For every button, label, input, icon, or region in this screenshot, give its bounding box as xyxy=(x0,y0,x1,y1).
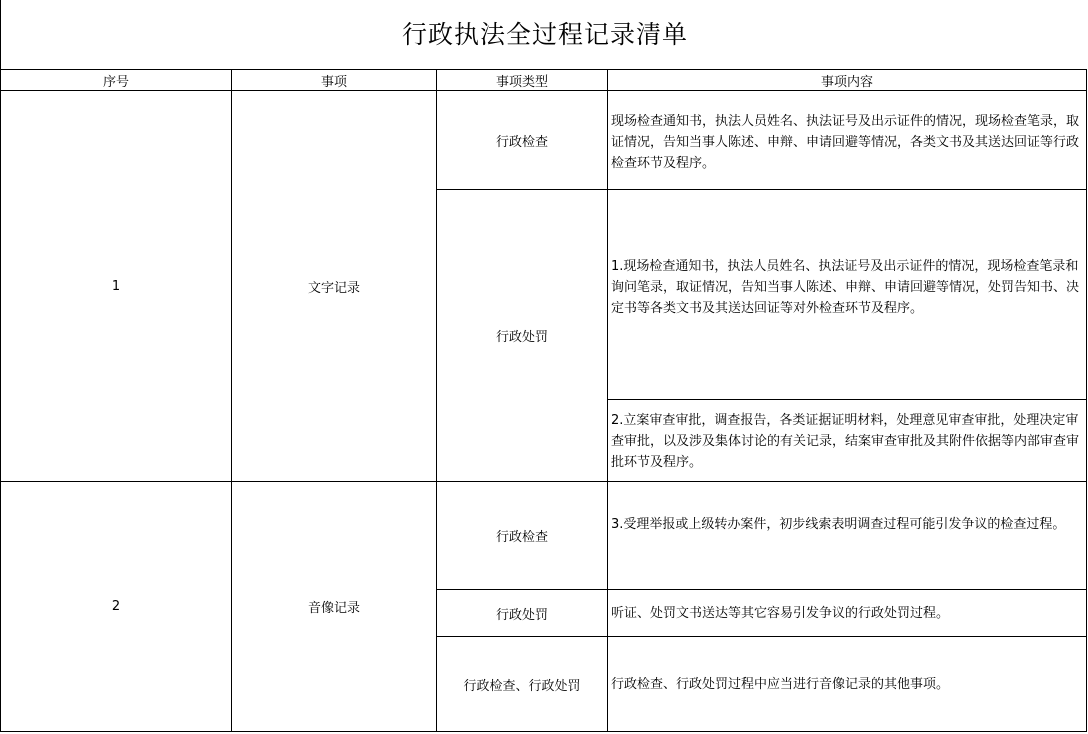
table-row xyxy=(1,91,1087,190)
type-cell: 行政处罚 xyxy=(437,590,608,637)
header-seq: 序号 xyxy=(1,70,232,91)
type-cell: 行政检查、行政处罚 xyxy=(437,637,608,732)
seq-cell: 2 xyxy=(1,482,232,732)
content-cell: 3.受理举报或上级转办案件，初步线索表明调查过程可能引发争议的检查过程。 xyxy=(608,482,1087,590)
type-cell: 行政处罚 xyxy=(437,190,608,482)
item-cell: 音像记录 xyxy=(232,482,437,732)
content-cell: 听证、处罚文书送达等其它容易引发争议的行政处罚过程。 xyxy=(608,590,1087,637)
table-row xyxy=(1,482,1087,590)
item-cell: 文字记录 xyxy=(232,91,437,482)
content-cell: 1.现场检查通知书，执法人员姓名、执法证号及出示证件的情况，现场检查笔录和询问笔录，取证情况，告知当事人陈述、申辩、申请回避等情况，处罚告知书、决定书等各类文书及其送达回证等对外检查环节及程序。 xyxy=(608,190,1087,400)
header-row xyxy=(1,70,1087,91)
content-cell: 现场检查通知书，执法人员姓名、执法证号及出示证件的情况，现场检查笔录，取证情况，告知当事人陈述、申辩、申请回避等情况，各类文书及其送达回证等行政检查环节及程序。 xyxy=(608,91,1087,190)
header-item: 事项 xyxy=(232,70,437,91)
type-cell: 行政检查 xyxy=(437,91,608,190)
page-title: 行政执法全过程记录清单 xyxy=(401,20,688,49)
header-type: 事项类型 xyxy=(437,70,608,91)
type-cell: 行政检查 xyxy=(437,482,608,590)
content-cell: 2.立案审查审批，调查报告，各类证据证明材料，处理意见审查审批，处理决定审查审批，以及涉及集体讨论的有关记录，结案审查审批及其附件依据等内部审查审批环节及程序。 xyxy=(608,400,1087,482)
record-list-table xyxy=(0,69,1087,732)
header-content: 事项内容 xyxy=(608,70,1087,91)
content-cell: 行政检查、行政处罚过程中应当进行音像记录的其他事项。 xyxy=(608,637,1087,732)
title-area xyxy=(0,0,1088,69)
seq-cell: 1 xyxy=(1,91,232,482)
